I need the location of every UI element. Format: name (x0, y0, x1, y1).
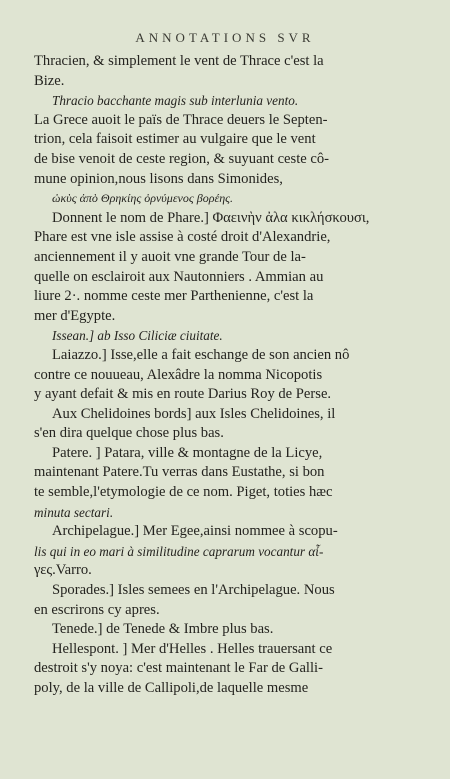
text-line: anciennement il y auoit vne grande Tour de la- (34, 248, 306, 265)
text-line: La Grece auoit le païs de Thrace deuers le Septen- (34, 111, 328, 128)
annotation-heading: Laiazzo.] Isse,elle a fait eschange de son ancien nô (52, 346, 350, 363)
text-line: liure 2·. nomme ceste mer Parthenienne, c'est la (34, 288, 314, 305)
text-line: Thracien, & simplement le vent de Thrace c'est la (34, 53, 324, 69)
annotation-heading: Patere. ] Patara, ville & montagne de la Licye, (52, 444, 323, 461)
text-line: mer d'Egypte. (34, 307, 116, 324)
text-line: minuta sectari. (34, 504, 114, 520)
annotation-heading: Sporades.] Isles semees en l'Archipelague. Nous (52, 582, 335, 599)
text-line: γες.Varro. (34, 562, 92, 579)
text-line: maintenant Patere.Tu verras dans Eustathe, si bon (34, 464, 325, 481)
running-header: ANNOTATIONS SVR (135, 30, 315, 45)
text-line: te semble,l'etymologie de ce nom. Piget, toties hæc (34, 484, 333, 501)
annotation-heading: Hellespont. ] Mer d'Helles . Helles trauersant ce (52, 640, 333, 657)
text-line: lis qui in eo mari à similitudine caprarum vocantur αἶ- (34, 543, 324, 559)
annotation-heading: Donnent le nom de Phare.] Φαεινὴν ἀλα κικλήσκουσι, (52, 209, 370, 226)
text-line: contre ce nouueau, Alexâdre la nomma Nicopotis (34, 366, 323, 383)
text-line: s'en dira quelque chose plus bas. (34, 425, 224, 442)
text-line: Bize. (34, 72, 65, 89)
annotation-heading: Aux Chelidoines bords] aux Isles Chelidoines, il (52, 405, 336, 422)
text-line: poly, de la ville de Callipoli,de laquelle mesme (34, 680, 309, 696)
text-line: y ayant defait & mis en route Darius Roy de Perse. (34, 386, 332, 403)
annotation-heading: Issean.] ab Isso Ciliciæ ciuitate. (52, 328, 223, 344)
text-line: destroit s'y noya: c'est maintenant le Far de Galli- (34, 660, 323, 677)
annotation-heading: Tenede.] de Tenede & Imbre plus bas. (52, 621, 274, 638)
latin-quote: Thracio bacchante magis sub interlunia vento. (52, 93, 299, 109)
text-line: en escrirons cy apres. (34, 601, 160, 618)
text-line: trion, cela faisoit estimer au vulgaire que le vent (34, 131, 316, 148)
text-line: mune opinion,nous lisons dans Simonides, (34, 170, 283, 187)
text-line: quelle on esclairoit aux Nautonniers . Ammian au (34, 268, 324, 285)
text-line: de bise venoit de ceste region, & suyuant ceste cô- (34, 150, 330, 167)
text-line: Phare est vne isle assise à costé droit d'Alexandrie, (34, 229, 331, 246)
page-body (34, 52, 426, 699)
annotation-heading: Archipelague.] Mer Egee,ainsi nommee à scopu- (52, 523, 338, 540)
greek-quote: ὠκὺς ἀπὸ Θρηκίης ὀρνύμενος βορέης. (52, 191, 234, 206)
